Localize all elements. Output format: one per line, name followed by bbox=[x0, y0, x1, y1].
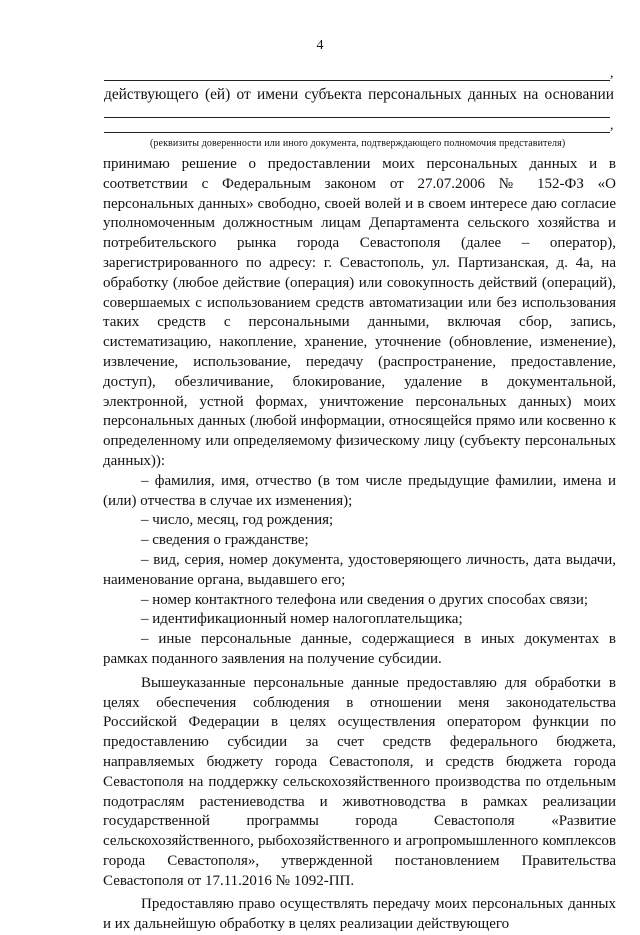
blank-line-basis-2 bbox=[104, 132, 610, 133]
blank-line-name-comma: , bbox=[610, 66, 614, 81]
consent-paragraph: принимаю решение о предоставлении моих персональных данных и в соответствии с Федеральным законом от 27.07.2006 № 152-ФЗ «О персональных данных» свободно, своей волей и в своем интересе даю согласие уполномоченным должностным лицам Департамента сельского хозяйства и потребительского рынка города Севастополя (далее – оператор), зарегистрированного по адресу: г. Севастополь, ул. Партизанская, д. 4а, на обработку (любое действие (операция) или совокупность действий (операций), совершаемых с использованием средств автоматизации или без использования таких средств с персональными данными, включая сбор, запись, систематизацию, накопление, хранение, уточнение (обновление, изменение), извлечение, использование, передачу (распространение, предоставление, доступ), обезличивание, блокирование, удаление в документальной, электронной, устной формах, уничтожение персональных данных) моих персональных данных (любой информации, относящейся прямо или косвенно к определенному или определяемому физическому лицу (субъекту персональных данных)): bbox=[103, 156, 616, 469]
blank-line-basis-comma: , bbox=[610, 118, 614, 133]
data-item-phone: – номер контактного телефона или сведения о других способах связи; bbox=[141, 591, 589, 608]
page-number: 4 bbox=[316, 38, 324, 53]
data-item-citizenship: – сведения о гражданстве; bbox=[141, 532, 309, 549]
data-item-full-name: – фамилия, имя, отчество (в том числе предыдущие фамилии, имена и (или) отчества в случае их изменения); bbox=[103, 472, 616, 509]
data-item-other: – иные персональные данные, содержащиеся в иных документах в рамках поданного заявления на получение субсидии. bbox=[103, 631, 616, 667]
blank-line-name bbox=[104, 80, 610, 81]
transfer-paragraph: Предоставляю право осуществлять передачу моих персональных данных и их дальнейшую обработку в целях реализации действующего bbox=[103, 896, 616, 933]
purpose-paragraph: Вышеуказанные персональные данные предоставляю для обработки в целях обеспечения соблюдения в отношении меня законодательства Российской Федерации в целях осуществления оператором функции по предоставлению субсидии за счет средств федерального бюджета, направляемых бюджету города Севастополя, и средств бюджета города Севастополя на поддержку сельскохозяйственного производства по отдельным подотраслям растениеводства и животноводства в рамках реализации государственной программы города Севастополя «Развитие сельскохозяйственного, рыбохозяйственного и агропромышленного комплексов города Севастополя», утвержденной постановлением Правительства Севастополя от 17.11.2016 № 1092-ПП. bbox=[103, 674, 616, 889]
data-item-birth-date: – число, месяц, год рождения; bbox=[141, 512, 334, 529]
blank-line-basis-1 bbox=[104, 117, 610, 118]
representative-basis-line: действующего (ей) от имени субъекта персональных данных на основании bbox=[104, 86, 614, 103]
consent-body bbox=[103, 155, 616, 935]
representative-document-caption: (реквизиты доверенности или иного документа, подтверждающего полномочия представителя) bbox=[150, 138, 566, 149]
data-item-identity-document: – вид, серия, номер документа, удостоверяющего личность, дата выдачи, наименование органа, выдавшего его; bbox=[103, 551, 616, 588]
data-item-tax-id: – идентификационный номер налогоплательщика; bbox=[141, 611, 463, 628]
